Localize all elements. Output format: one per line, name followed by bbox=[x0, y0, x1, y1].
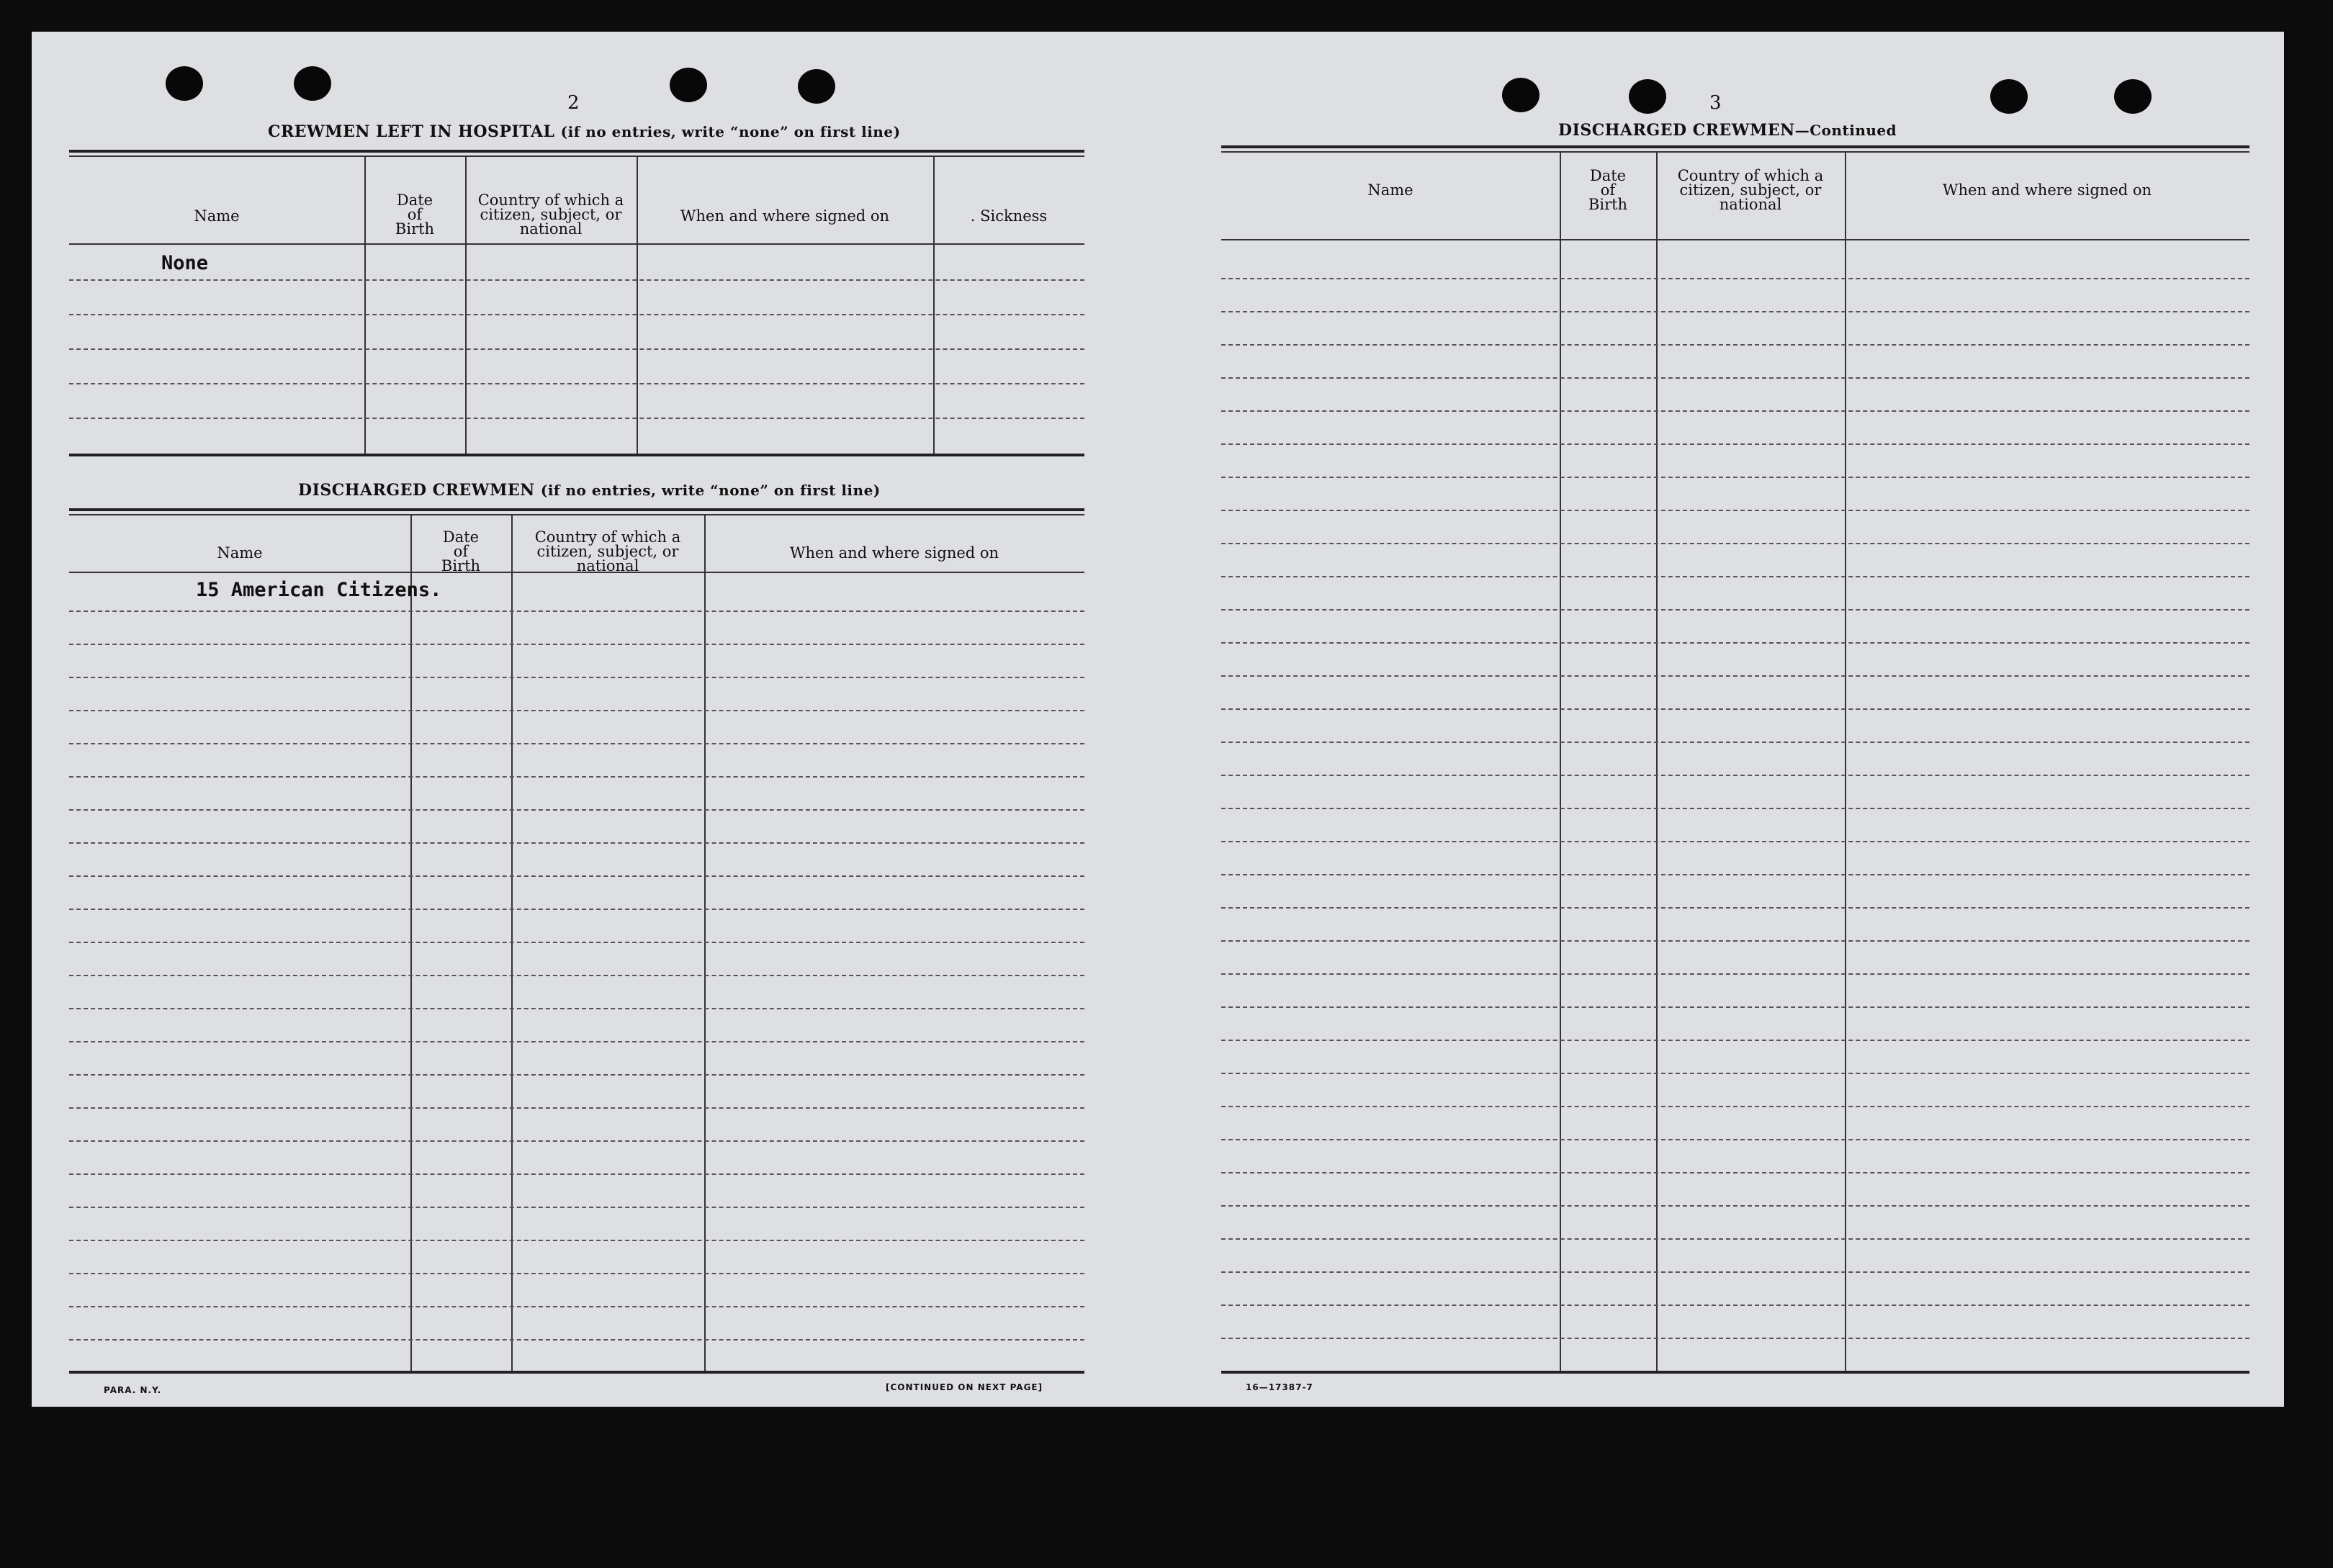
row-line bbox=[1221, 1006, 2249, 1008]
row-line bbox=[69, 418, 1084, 419]
header-rule bbox=[69, 243, 1084, 245]
right-table bbox=[1221, 153, 2249, 1371]
row-line bbox=[1221, 708, 2249, 710]
row-line bbox=[1221, 311, 2249, 312]
punch-hole bbox=[670, 68, 707, 102]
right-col-country: Country of which a citizen, subject, or national bbox=[1677, 167, 1824, 213]
row-line bbox=[1221, 410, 2249, 412]
row-line bbox=[1221, 1040, 2249, 1041]
right-title-suffix: —Continued bbox=[1794, 122, 1897, 139]
row-line bbox=[69, 1273, 1084, 1274]
row-line bbox=[1221, 543, 2249, 544]
row-line bbox=[1221, 477, 2249, 478]
row-line bbox=[69, 677, 1084, 678]
row-line bbox=[69, 743, 1084, 744]
footer-form-number: 16—17387-7 bbox=[1246, 1382, 1313, 1392]
right-col-name: Name bbox=[1367, 181, 1413, 199]
discharged-entry: 15 American Citizens. bbox=[196, 579, 442, 601]
right-title: DISCHARGED CREWMEN bbox=[1558, 121, 1795, 140]
punch-hole bbox=[1629, 79, 1666, 114]
row-line bbox=[1221, 808, 2249, 809]
hospital-title: CREWMEN LEFT IN HOSPITAL bbox=[268, 122, 555, 141]
row-line bbox=[1221, 1338, 2249, 1339]
row-line bbox=[1221, 1305, 2249, 1306]
row-line bbox=[69, 1306, 1084, 1307]
row-line bbox=[69, 1140, 1084, 1142]
row-line bbox=[69, 383, 1084, 384]
row-line bbox=[1221, 675, 2249, 677]
row-line bbox=[69, 1240, 1084, 1241]
row-line bbox=[1221, 874, 2249, 875]
column-divider bbox=[637, 157, 638, 454]
hospital-entry: None bbox=[161, 252, 209, 274]
row-line bbox=[1221, 576, 2249, 577]
row-line bbox=[69, 975, 1084, 976]
hospital-col-dob: Date of Birth bbox=[395, 192, 435, 238]
row-line bbox=[69, 1074, 1084, 1076]
row-line bbox=[69, 842, 1084, 844]
discharged-col-country: Country of which a citizen, subject, or national bbox=[534, 528, 681, 575]
hospital-instruction: (if no entries, write “none” on first line) bbox=[560, 123, 901, 140]
row-line bbox=[1221, 907, 2249, 909]
row-line bbox=[69, 314, 1084, 315]
row-line bbox=[1221, 1172, 2249, 1173]
row-line bbox=[1221, 742, 2249, 743]
row-line bbox=[69, 710, 1084, 711]
hospital-col-country: Country of which a citizen, subject, or national bbox=[477, 192, 624, 238]
discharged-col-signed: When and where signed on bbox=[789, 544, 999, 562]
row-line bbox=[1221, 1205, 2249, 1207]
discharged-instruction: (if no entries, write “none” on first line) bbox=[540, 482, 881, 499]
hospital-top-rule bbox=[69, 150, 1084, 153]
row-line bbox=[1221, 1073, 2249, 1074]
row-line bbox=[1221, 973, 2249, 975]
hospital-bottom-rule bbox=[69, 454, 1084, 456]
row-line bbox=[1221, 775, 2249, 776]
hospital-col-signed: When and where signed on bbox=[680, 207, 890, 225]
row-line bbox=[69, 610, 1084, 612]
right-col-dob: Date of Birth bbox=[1588, 167, 1628, 213]
punch-hole bbox=[1990, 79, 2028, 114]
discharged-title: DISCHARGED CREWMEN bbox=[298, 481, 535, 500]
row-line bbox=[1221, 344, 2249, 346]
row-line bbox=[69, 279, 1084, 281]
right-col-signed: When and where signed on bbox=[1942, 181, 2152, 199]
row-line bbox=[69, 1339, 1084, 1341]
row-line bbox=[1221, 940, 2249, 942]
row-line bbox=[69, 776, 1084, 778]
right-section-title bbox=[1558, 121, 1897, 140]
row-line bbox=[69, 644, 1084, 645]
row-line bbox=[69, 1173, 1084, 1175]
discharged-bottom-rule bbox=[69, 1371, 1084, 1374]
discharged-top-rule bbox=[69, 508, 1084, 511]
header-rule bbox=[1221, 239, 2249, 240]
header-rule bbox=[69, 572, 1084, 573]
punch-hole bbox=[798, 69, 835, 104]
row-line bbox=[1221, 278, 2249, 279]
discharged-table bbox=[69, 515, 1084, 1371]
discharged-title-row bbox=[298, 481, 881, 500]
punch-hole bbox=[1502, 78, 1539, 112]
row-line bbox=[69, 1041, 1084, 1042]
row-line bbox=[1221, 1238, 2249, 1240]
row-line bbox=[69, 1207, 1084, 1208]
row-line bbox=[1221, 377, 2249, 379]
page-number-left: 2 bbox=[567, 92, 580, 114]
footer-continued: [CONTINUED ON NEXT PAGE] bbox=[886, 1382, 1043, 1392]
row-line bbox=[1221, 609, 2249, 610]
discharged-col-name: Name bbox=[217, 544, 263, 562]
row-line bbox=[1221, 1271, 2249, 1273]
right-bottom-rule bbox=[1221, 1371, 2249, 1374]
row-line bbox=[1221, 443, 2249, 445]
row-line bbox=[1221, 1106, 2249, 1107]
document-sheet bbox=[32, 32, 2284, 1407]
row-line bbox=[69, 942, 1084, 943]
punch-hole bbox=[166, 66, 203, 101]
column-divider bbox=[1656, 153, 1658, 1371]
row-line bbox=[1221, 841, 2249, 842]
footer-printer: PARA. N.Y. bbox=[104, 1385, 162, 1395]
column-divider bbox=[933, 157, 935, 454]
row-line bbox=[69, 809, 1084, 811]
hospital-table bbox=[69, 157, 1084, 454]
hospital-section-title bbox=[268, 122, 901, 141]
punch-hole bbox=[2114, 79, 2152, 114]
row-line bbox=[69, 1008, 1084, 1009]
page-number-right: 3 bbox=[1709, 92, 1722, 114]
row-line bbox=[69, 875, 1084, 877]
discharged-col-dob: Date of Birth bbox=[441, 528, 481, 575]
row-line bbox=[1221, 642, 2249, 644]
row-line bbox=[1221, 510, 2249, 511]
right-top-rule bbox=[1221, 145, 2249, 148]
punch-hole bbox=[294, 66, 331, 101]
row-line bbox=[69, 348, 1084, 350]
hospital-col-sickness: . Sickness bbox=[970, 207, 1048, 225]
row-line bbox=[69, 909, 1084, 910]
column-divider bbox=[1560, 153, 1561, 1371]
row-line bbox=[1221, 1139, 2249, 1140]
column-divider bbox=[1845, 153, 1846, 1371]
hospital-col-name: Name bbox=[194, 207, 240, 225]
row-line bbox=[69, 1107, 1084, 1109]
